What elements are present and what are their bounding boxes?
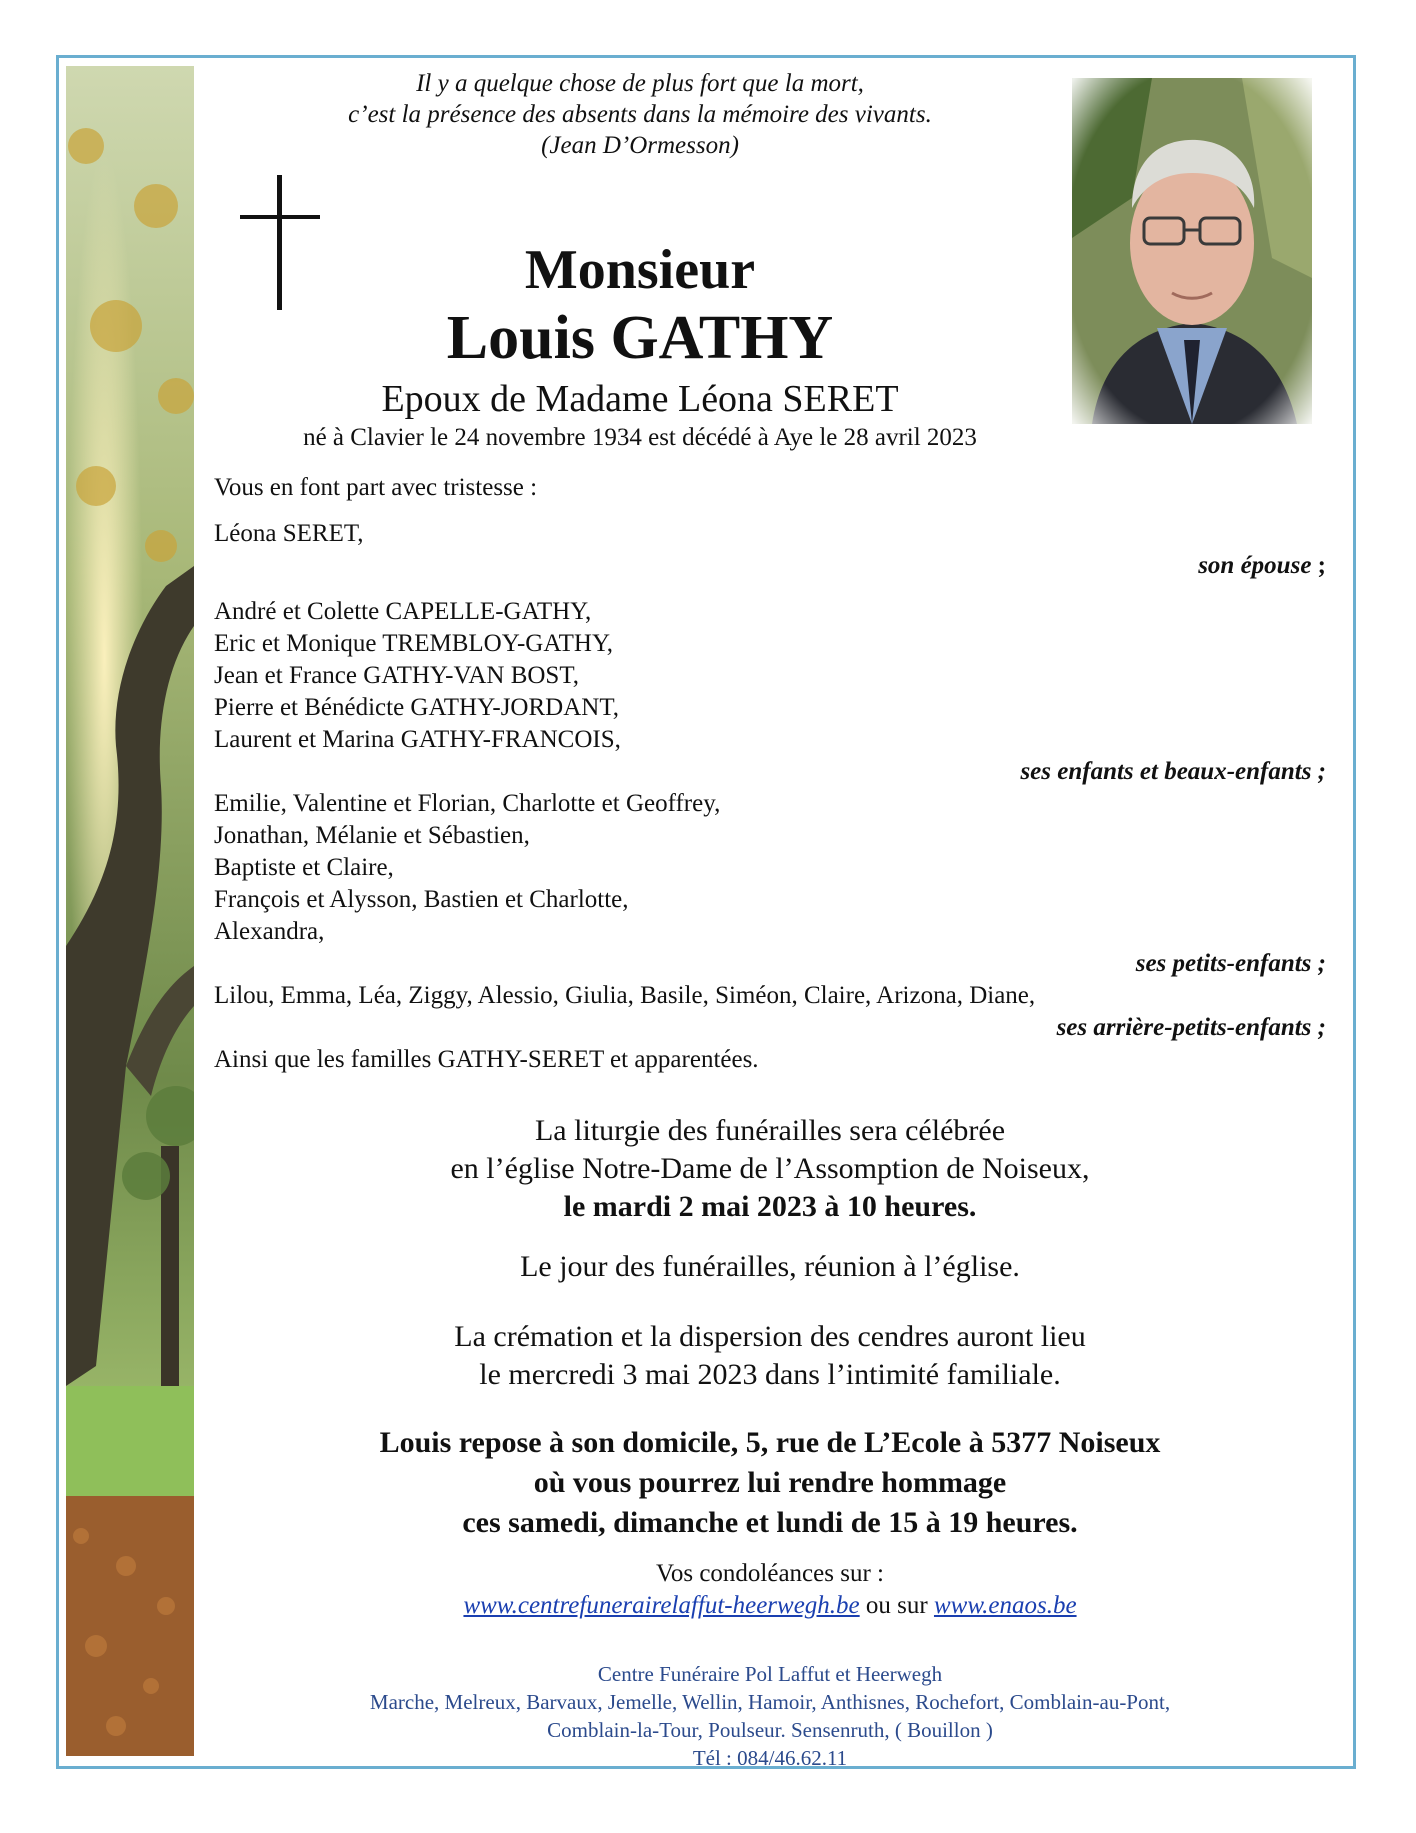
funeral-home-link[interactable]: www.centrefunerairelaffut-heerwegh.be bbox=[463, 1592, 860, 1619]
birth-death-dates: né à Clavier le 24 novembre 1934 est décédé à Aye le 28 avril 2023 bbox=[303, 424, 977, 451]
repose-line-2: où vous pourrez lui rendre hommage bbox=[533, 1466, 1007, 1499]
grandchild-line: François et Alysson, Bastien et Charlotte, bbox=[214, 886, 629, 913]
child-line: Laurent et Marina GATHY-FRANCOIS, bbox=[214, 726, 621, 753]
spouse-line: Epoux de Madame Léona SERET bbox=[381, 378, 899, 420]
or-text: ou sur bbox=[865, 1592, 928, 1619]
great-grandchildren-line: Lilou, Emma, Léa, Ziggy, Alessio, Giulia, Basile, Siméon, Claire, Arizona, Diane, bbox=[214, 982, 1036, 1009]
autumn-tree-image bbox=[66, 66, 194, 1756]
child-line: Pierre et Bénédicte GATHY-JORDANT, bbox=[214, 694, 619, 721]
child-line: André et Colette CAPELLE-GATHY, bbox=[214, 598, 592, 625]
family-intro: Vous en font part avec tristesse : bbox=[214, 474, 538, 501]
cremation-info bbox=[214, 1318, 1326, 1394]
repose-info bbox=[214, 1423, 1326, 1543]
semicolon: ; bbox=[1317, 552, 1326, 579]
grandchild-line: Jonathan, Mélanie et Sébastien, bbox=[214, 822, 530, 849]
child-line: Eric et Monique TREMBLOY-GATHY, bbox=[214, 630, 614, 657]
spouse-role bbox=[214, 550, 1326, 582]
liturgy-info bbox=[214, 1112, 1326, 1226]
great-grandchildren-role-label: ses arrière-petits-enfants bbox=[1056, 1014, 1312, 1041]
liturgy-date: le mardi 2 mai 2023 à 10 heures. bbox=[563, 1190, 977, 1223]
deceased-name: Louis GATHY bbox=[446, 304, 834, 372]
phone-number: Tél : 084/46.62.11 bbox=[692, 1746, 848, 1770]
spouse-role-label: son épouse bbox=[1198, 552, 1312, 579]
cremation-line-1: La crémation et la dispersion des cendres auront lieu bbox=[454, 1320, 1086, 1353]
condolences-block bbox=[214, 1558, 1326, 1622]
quote-line-1: Il y a quelque chose de plus fort que la mort, bbox=[416, 70, 864, 97]
grandchildren-role-label: ses petits-enfants bbox=[1135, 950, 1312, 977]
grandchild-line: Alexandra, bbox=[214, 918, 325, 945]
family-closing: Ainsi que les familles GATHY-SERET et apparentées. bbox=[214, 1046, 759, 1073]
deceased-portrait bbox=[1072, 78, 1312, 424]
liturgy-line-2: en l’église Notre-Dame de l’Assomption de Noiseux, bbox=[450, 1152, 1090, 1185]
repose-line-1: Louis repose à son domicile, 5, rue de L’Ecole à 5377 Noiseux bbox=[379, 1426, 1161, 1459]
great-grandchildren-role bbox=[214, 1012, 1326, 1044]
children-role bbox=[214, 756, 1326, 788]
family-announcement bbox=[214, 472, 1326, 1076]
quote-author: (Jean D’Ormesson) bbox=[541, 132, 739, 159]
grandchildren-role bbox=[214, 948, 1326, 980]
semicolon: ; bbox=[1317, 950, 1326, 977]
company-name: Centre Funéraire Pol Laffut et Heerwegh bbox=[597, 1662, 943, 1686]
locations-line-1: Marche, Melreux, Barvaux, Jemelle, Wellin, Hamoir, Anthisnes, Rochefort, Comblain-au-Pont, bbox=[369, 1690, 1171, 1714]
condolences-links bbox=[214, 1590, 1326, 1622]
memorial-quote bbox=[240, 68, 1040, 161]
children-role-label: ses enfants et beaux-enfants bbox=[1020, 758, 1312, 785]
liturgy-line-1: La liturgie des funérailles sera célébrée bbox=[534, 1114, 1006, 1147]
grandchild-line: Emilie, Valentine et Florian, Charlotte et Geoffrey, bbox=[214, 790, 721, 817]
locations-line-2: Comblain-la-Tour, Poulseur. Sensenruth, ( Bouillon ) bbox=[547, 1718, 993, 1742]
title-honorific: Monsieur bbox=[524, 239, 756, 301]
quote-line-2: c’est la présence des absents dans la mémoire des vivants. bbox=[348, 101, 932, 128]
funeral-home-footer bbox=[214, 1660, 1326, 1772]
repose-line-3: ces samedi, dimanche et lundi de 15 à 19 heures. bbox=[462, 1506, 1078, 1539]
semicolon: ; bbox=[1317, 758, 1326, 785]
cremation-line-2: le mercredi 3 mai 2023 dans l’intimité familiale. bbox=[479, 1358, 1061, 1391]
child-line: Jean et France GATHY-VAN BOST, bbox=[214, 662, 579, 689]
reunion-info: Le jour des funérailles, réunion à l’église. bbox=[520, 1250, 1020, 1283]
spouse-name: Léona SERET, bbox=[214, 520, 364, 547]
enaos-link[interactable]: www.enaos.be bbox=[933, 1592, 1077, 1619]
condolences-label: Vos condoléances sur : bbox=[656, 1560, 884, 1587]
grandchild-line: Baptiste et Claire, bbox=[214, 854, 394, 881]
semicolon: ; bbox=[1317, 1014, 1326, 1041]
